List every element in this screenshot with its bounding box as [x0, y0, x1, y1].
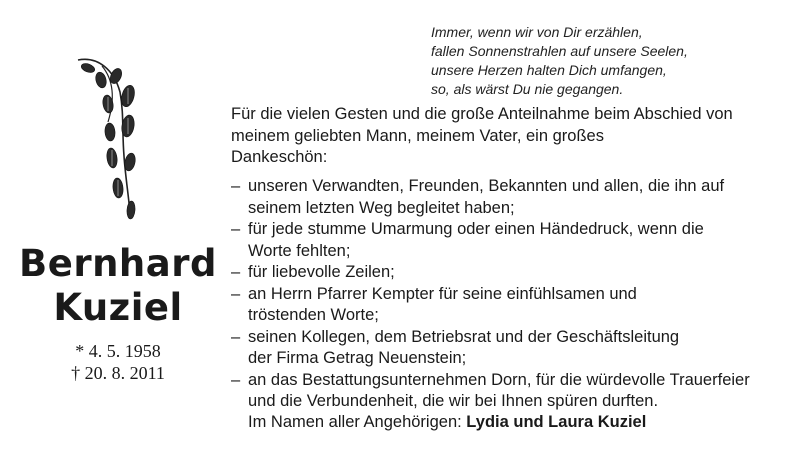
dash-bullet: –	[231, 220, 241, 238]
poem-line: unsere Herzen halten Dich umfangen,	[431, 62, 667, 78]
poem-line: fallen Sonnenstrahlen auf unsere Seelen,	[431, 43, 688, 59]
list-item-line: an das Bestattungsunternehmen Dorn, für die würdevolle Trauerfeier	[248, 370, 750, 389]
list-item-line: seinem letzten Weg begleitet haben;	[248, 198, 515, 217]
list-item-line: und die Verbundenheit, die wir bei Ihnen spüren durften.	[248, 392, 659, 410]
thanks-list	[231, 176, 791, 413]
list-item	[231, 262, 791, 284]
birth-date: * 4. 5. 1958	[75, 341, 161, 361]
intro-line: Dankeschön:	[231, 148, 328, 166]
signature-line	[248, 412, 788, 434]
poem-line: Immer, wenn wir von Dir erzählen,	[431, 24, 643, 40]
death-date: † 20. 8. 2011	[71, 363, 165, 383]
memorial-poem	[431, 23, 776, 99]
list-item-line: Worte fehlten;	[248, 241, 351, 260]
list-item	[231, 327, 791, 370]
signature-prefix: Im Namen aller Angehörigen:	[248, 413, 467, 431]
dash-bullet: –	[231, 284, 241, 303]
birch-branch-illustration	[68, 52, 144, 222]
thank-you-intro	[231, 104, 791, 169]
dash-bullet: –	[231, 327, 241, 346]
dash-bullet: –	[231, 177, 241, 195]
dash-bullet: –	[231, 370, 241, 389]
deceased-first-name: Bernhard	[19, 242, 217, 285]
deceased-name-block	[18, 242, 218, 384]
dash-bullet: –	[231, 263, 241, 281]
list-item-line: unseren Verwandten, Freunden, Bekannten und allen, die ihn auf	[248, 177, 725, 195]
list-item-line: für jede stumme Umarmung oder einen Händedruck, wenn die	[248, 220, 704, 238]
signature-names: Lydia und Laura Kuziel	[466, 413, 647, 431]
life-dates	[18, 340, 218, 384]
deceased-last-name: Kuziel	[53, 286, 183, 329]
list-item	[231, 176, 791, 219]
intro-line: meinem geliebten Mann, meinem Vater, ein großes	[231, 126, 604, 145]
list-item	[231, 284, 791, 327]
list-item	[231, 370, 791, 413]
list-item-line: der Firma Getrag Neuenstein;	[248, 349, 467, 367]
list-item	[231, 219, 791, 262]
list-item-line: tröstenden Worte;	[248, 306, 379, 324]
intro-line: Für die vielen Gesten und die große Anteilnahme beim Abschied von	[231, 105, 733, 123]
poem-line: so, als wärst Du nie gegangen.	[431, 81, 624, 97]
list-item-line: an Herrn Pfarrer Kempter für seine einfühlsamen und	[248, 284, 637, 303]
list-item-line: für liebevolle Zeilen;	[248, 263, 395, 281]
list-item-line: seinen Kollegen, dem Betriebsrat und der Geschäftsleitung	[248, 327, 680, 346]
